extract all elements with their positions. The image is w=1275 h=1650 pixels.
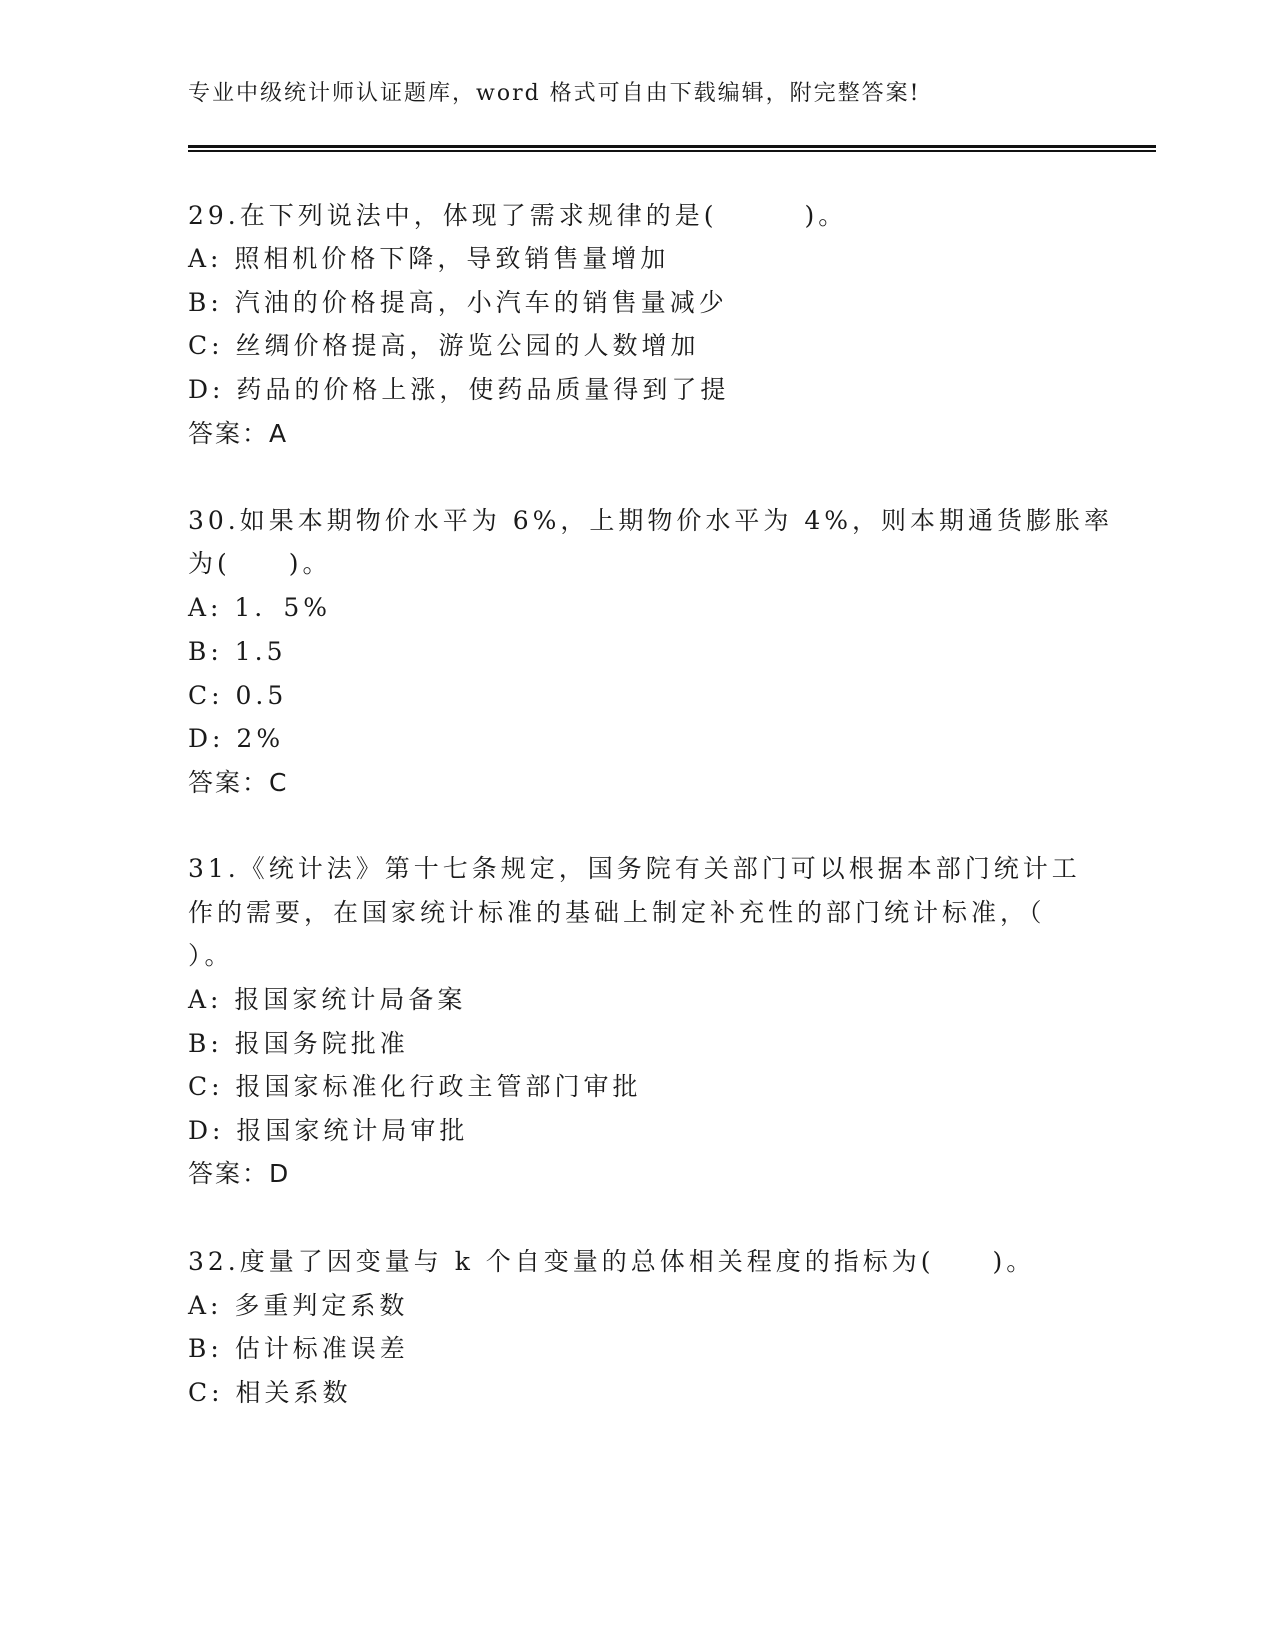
question-31-option-b: B: 报国务院批准 — [188, 1029, 409, 1058]
question-32-option-c: C: 相关系数 — [188, 1378, 352, 1407]
question-31-answer: 答案：D — [188, 1159, 291, 1188]
page-header: 专业中级统计师认证题库，word 格式可自由下载编辑，附完整答案! — [188, 81, 921, 106]
header-rule-thin — [188, 150, 1156, 152]
question-31-stem-line2: 作的需要，在国家统计标准的基础上制定补充性的部门统计标准，（ — [188, 898, 1046, 927]
question-30-stem-line1: 30.如果本期物价水平为 6%，上期物价水平为 4%，则本期通货膨胀率 — [188, 506, 1113, 535]
question-31-option-c: C: 报国家标准化行政主管部门审批 — [188, 1072, 642, 1101]
question-31-stem-line1: 31.《统计法》第十七条规定，国务院有关部门可以根据本部门统计工 — [188, 854, 1081, 883]
question-29-stem: 29.在下列说法中，体现了需求规律的是( )。 — [188, 201, 848, 230]
question-30-option-a: A: 1．5% — [188, 593, 331, 622]
header-rule-thick — [188, 145, 1156, 148]
question-30-option-b: B: 1.5 — [188, 637, 287, 666]
question-30-option-c: C: 0.5 — [188, 681, 288, 710]
question-29-option-a: A: 照相机价格下降，导致销售量增加 — [188, 244, 670, 273]
question-29-answer: 答案：A — [188, 419, 289, 448]
question-30-answer: 答案：C — [188, 768, 289, 797]
question-29-option-d: D: 药品的价格上涨，使药品质量得到了提 — [188, 375, 730, 404]
question-32-option-b: B: 估计标准误差 — [188, 1334, 409, 1363]
question-32-option-a: A: 多重判定系数 — [188, 1291, 409, 1320]
question-31-option-d: D: 报国家统计局审批 — [188, 1116, 469, 1145]
question-32-stem: 32.度量了因变量与 k 个自变量的总体相关程度的指标为( )。 — [188, 1247, 1036, 1276]
question-30-option-d: D: 2% — [188, 724, 285, 753]
question-31-stem-line3: ）。 — [188, 941, 234, 970]
question-29-option-b: B: 汽油的价格提高，小汽车的销售量减少 — [188, 288, 728, 317]
question-31-option-a: A: 报国家统计局备案 — [188, 985, 467, 1014]
question-30-stem-line2: 为( )。 — [188, 549, 332, 578]
question-29-option-c: C: 丝绸价格提高，游览公园的人数增加 — [188, 331, 700, 360]
